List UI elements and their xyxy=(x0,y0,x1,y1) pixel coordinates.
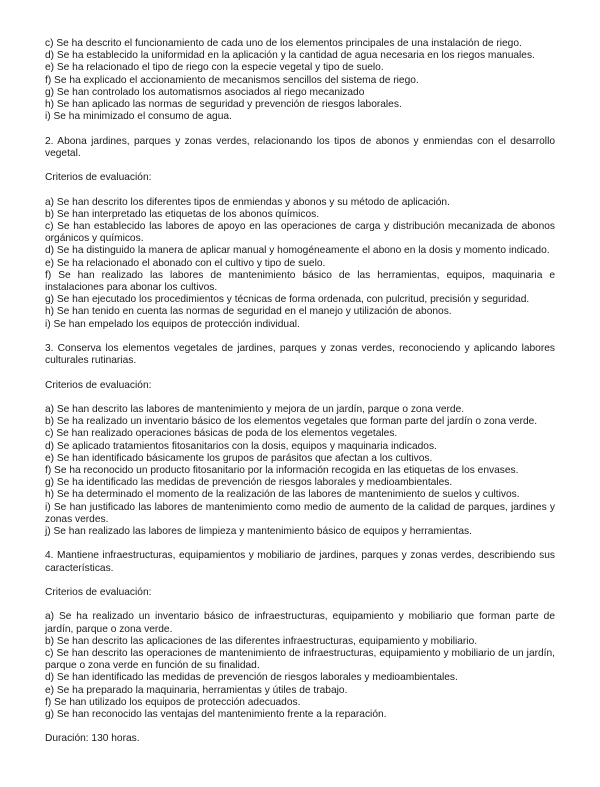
list-item: e) Se ha relacionado el tipo de riego con la especie vegetal y tipo de suelo. xyxy=(45,62,384,74)
list-item: b) Se han descrito las aplicaciones de las diferentes infraestructuras, equipamiento y mobiliario. xyxy=(45,635,478,647)
list-item: f) Se han realizado las labores de mantenimiento básico de las herramientas, equipos, maquinaria e instalaciones para abonar los cultivos. xyxy=(45,269,555,294)
list-item: d) Se ha establecido la uniformidad en la aplicación y la cantidad de agua necesaria en los riegos manuales. xyxy=(45,50,535,62)
list-item: i) Se han empelado los equipos de protección individual. xyxy=(45,318,300,330)
list-item: c) Se han realizado operaciones básicas de poda de los elementos vegetales. xyxy=(45,428,398,440)
criteria-list xyxy=(45,404,555,538)
list-item: b) Se han interpretado las etiquetas de los abonos químicos. xyxy=(45,208,320,220)
criteria-list xyxy=(45,611,555,721)
list-item: a) Se ha realizado un inventario básico de infraestructuras, equipamiento y mobiliario que forman parte de jardín, parque o zona verde. xyxy=(45,611,555,635)
list-item: d) Se ha distinguido la manera de aplicar manual y homogéneamente el abono en la dosis y momento indicado. xyxy=(45,245,550,257)
section-heading: 2. Abona jardines, parques y zonas verdes, relacionando los tipos de abonos y enmiendas con el desarrollo vegetal. xyxy=(45,135,555,159)
list-item: a) Se han descrito las labores de mantenimiento y mejora de un jardín, parque o zona verde. xyxy=(45,404,465,415)
list-item: g) Se ha identificado las medidas de prevención de riesgos laborales y medioambientales. xyxy=(45,477,453,489)
list-item: f) Se han utilizado los equipos de protección adecuados. xyxy=(45,696,301,708)
list-item: f) Se ha reconocido un producto fitosanitario por la información recogida en las etiquetas de los envases. xyxy=(45,465,519,477)
list-item: e) Se ha relacionado el abonado con el cultivo y tipo de suelo. xyxy=(45,257,326,269)
list-item: h) Se han aplicado las normas de seguridad y prevención de riesgos laborales. xyxy=(45,99,402,111)
section-heading: 4. Mantiene infraestructuras, equipamientos y mobiliario de jardines, parques y zonas verdes, describiendo sus características. xyxy=(45,550,555,574)
list-item: i) Se han justificado las labores de mantenimiento como medio de aumento de la calidad de parques, jardines y zonas verdes. xyxy=(45,501,555,525)
list-item: d) Se aplicado tratamientos fitosanitarios con la dosis, equipos y maquinaria indicados. xyxy=(45,440,437,452)
list-item: c) Se han descrito las operaciones de mantenimiento de infraestructuras, equipamiento y mobiliario de un jardín, parque o zona verde en función de su finalidad. xyxy=(45,648,555,672)
list-item: j) Se han realizado las labores de limpieza y mantenimiento básico de equipos y herramientas. xyxy=(45,526,472,538)
list-item: b) Se ha realizado un inventario básico de los elementos vegetales que forman parte del jardín o zona verde. xyxy=(45,416,538,428)
document-page xyxy=(45,38,555,746)
list-item: c) Se ha descrito el funcionamiento de cada uno de los elementos principales de una instalación de riego. xyxy=(45,38,522,49)
list-item: h) Se han tenido en cuenta las normas de seguridad en el manejo y utilización de abonos. xyxy=(45,306,452,318)
list-item: c) Se han establecido las labores de apoyo en las operaciones de carga y distribución mecanizada de abonos orgánicos y químicos. xyxy=(45,221,555,245)
list-item: d) Se han identificado las medidas de prevención de riesgos laborales y medioambientales. xyxy=(45,672,458,684)
list-item: e) Se ha preparado la maquinaria, herramientas y útiles de trabajo. xyxy=(45,684,348,696)
list-item: e) Se han identificado básicamente los grupos de parásitos que afectan a los cultivos. xyxy=(45,452,433,464)
list-item: a) Se han descrito los diferentes tipos de enmiendas y abonos y su método de aplicación. xyxy=(45,196,450,208)
intro-criteria-list xyxy=(45,38,555,123)
criteria-label: Criterios de evaluación: xyxy=(45,587,152,599)
list-item: g) Se han ejecutado los procedimientos y técnicas de forma ordenada, con pulcritud, precisión y seguridad. xyxy=(45,294,530,306)
criteria-label: Criterios de evaluación: xyxy=(45,172,152,184)
section-heading: 3. Conserva los elementos vegetales de jardines, parques y zonas verdes, reconociendo y aplicando labores culturales rutinarias. xyxy=(45,343,555,367)
list-item: i) Se ha minimizado el consumo de agua. xyxy=(45,111,232,123)
list-item: g) Se han reconocido las ventajas del mantenimiento frente a la reparación. xyxy=(45,709,387,721)
criteria-label: Criterios de evaluación: xyxy=(45,379,152,391)
duration-text: Duración: 130 horas. xyxy=(45,733,140,745)
criteria-list xyxy=(45,197,555,331)
list-item: g) Se han controlado los automatismos asociados al riego mecanizado xyxy=(45,86,365,98)
list-item: f) Se ha explicado el accionamiento de mecanismos sencillos del sistema de riego. xyxy=(45,74,419,86)
list-item: h) Se ha determinado el momento de la realización de las labores de mantenimiento de suelos y cultivos. xyxy=(45,489,520,501)
